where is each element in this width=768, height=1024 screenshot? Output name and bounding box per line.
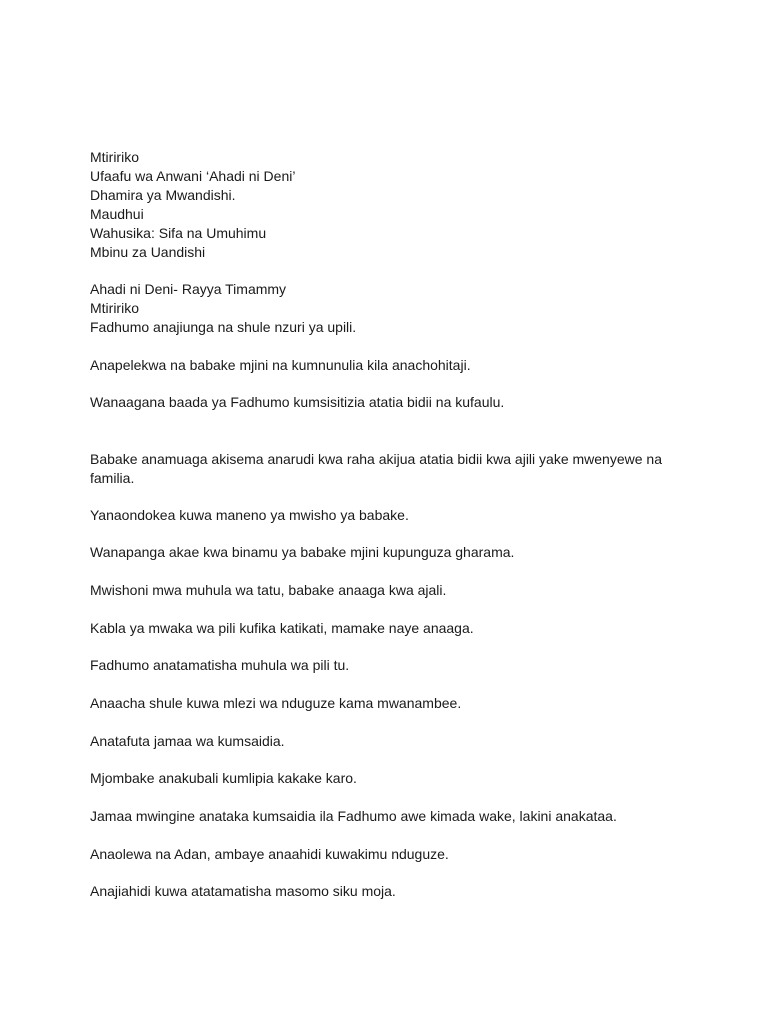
paragraph: Babake anamuaga akisema anarudi kwa raha akijua atatia bidii kwa ajili yake mwenyewe na familia. — [90, 451, 662, 486]
toc-item-maudhui: Maudhui — [90, 206, 144, 222]
paragraph: Fadhumo anatamatisha muhula wa pili tu. — [90, 657, 350, 673]
paragraph: Wanapanga akae kwa binamu ya babake mjini kupunguza gharama. — [90, 544, 515, 560]
paragraph: Yanaondokea kuwa maneno ya mwisho ya babake. — [90, 507, 409, 523]
section-title: Ahadi ni Deni- Rayya Timammy — [90, 281, 287, 297]
toc-item-mtiririko: Mtiririko — [90, 149, 139, 165]
paragraph: Mjombake anakubali kumlipia kakake karo. — [90, 770, 357, 786]
paragraph: Wanaagana baada ya Fadhumo kumsisitizia atatia bidii na kufaulu. — [90, 394, 505, 410]
toc-item-dhamira: Dhamira ya Mwandishi. — [90, 187, 236, 203]
paragraph: Kabla ya mwaka wa pili kufika katikati, mamake naye anaaga. — [90, 620, 474, 636]
paragraph: Jamaa mwingine anataka kumsaidia ila Fadhumo awe kimada wake, lakini anakataa. — [90, 808, 617, 824]
paragraph: Anapelekwa na babake mjini na kumnunulia kila anachohitaji. — [90, 357, 471, 373]
toc-item-mbinu: Mbinu za Uandishi — [90, 244, 206, 260]
toc-item-ufaafu-wa-anwani: Ufaafu wa Anwani ‘Ahadi ni Deni’ — [90, 168, 296, 184]
section-subtitle: Mtiririko — [90, 300, 139, 316]
paragraph: Anaacha shule kuwa mlezi wa nduguze kama mwanambee. — [90, 695, 462, 711]
paragraph: Anatafuta jamaa wa kumsaidia. — [90, 733, 285, 749]
paragraph: Mwishoni mwa muhula wa tatu, babake anaaga kwa ajali. — [90, 582, 447, 598]
paragraph: Anajiahidi kuwa atatamatisha masomo siku moja. — [90, 883, 396, 899]
toc-item-wahusika: Wahusika: Sifa na Umuhimu — [90, 225, 267, 241]
section-intro: Fadhumo anajiunga na shule nzuri ya upili. — [90, 319, 357, 335]
paragraph: Anaolewa na Adan, ambaye anaahidi kuwakimu nduguze. — [90, 846, 449, 862]
